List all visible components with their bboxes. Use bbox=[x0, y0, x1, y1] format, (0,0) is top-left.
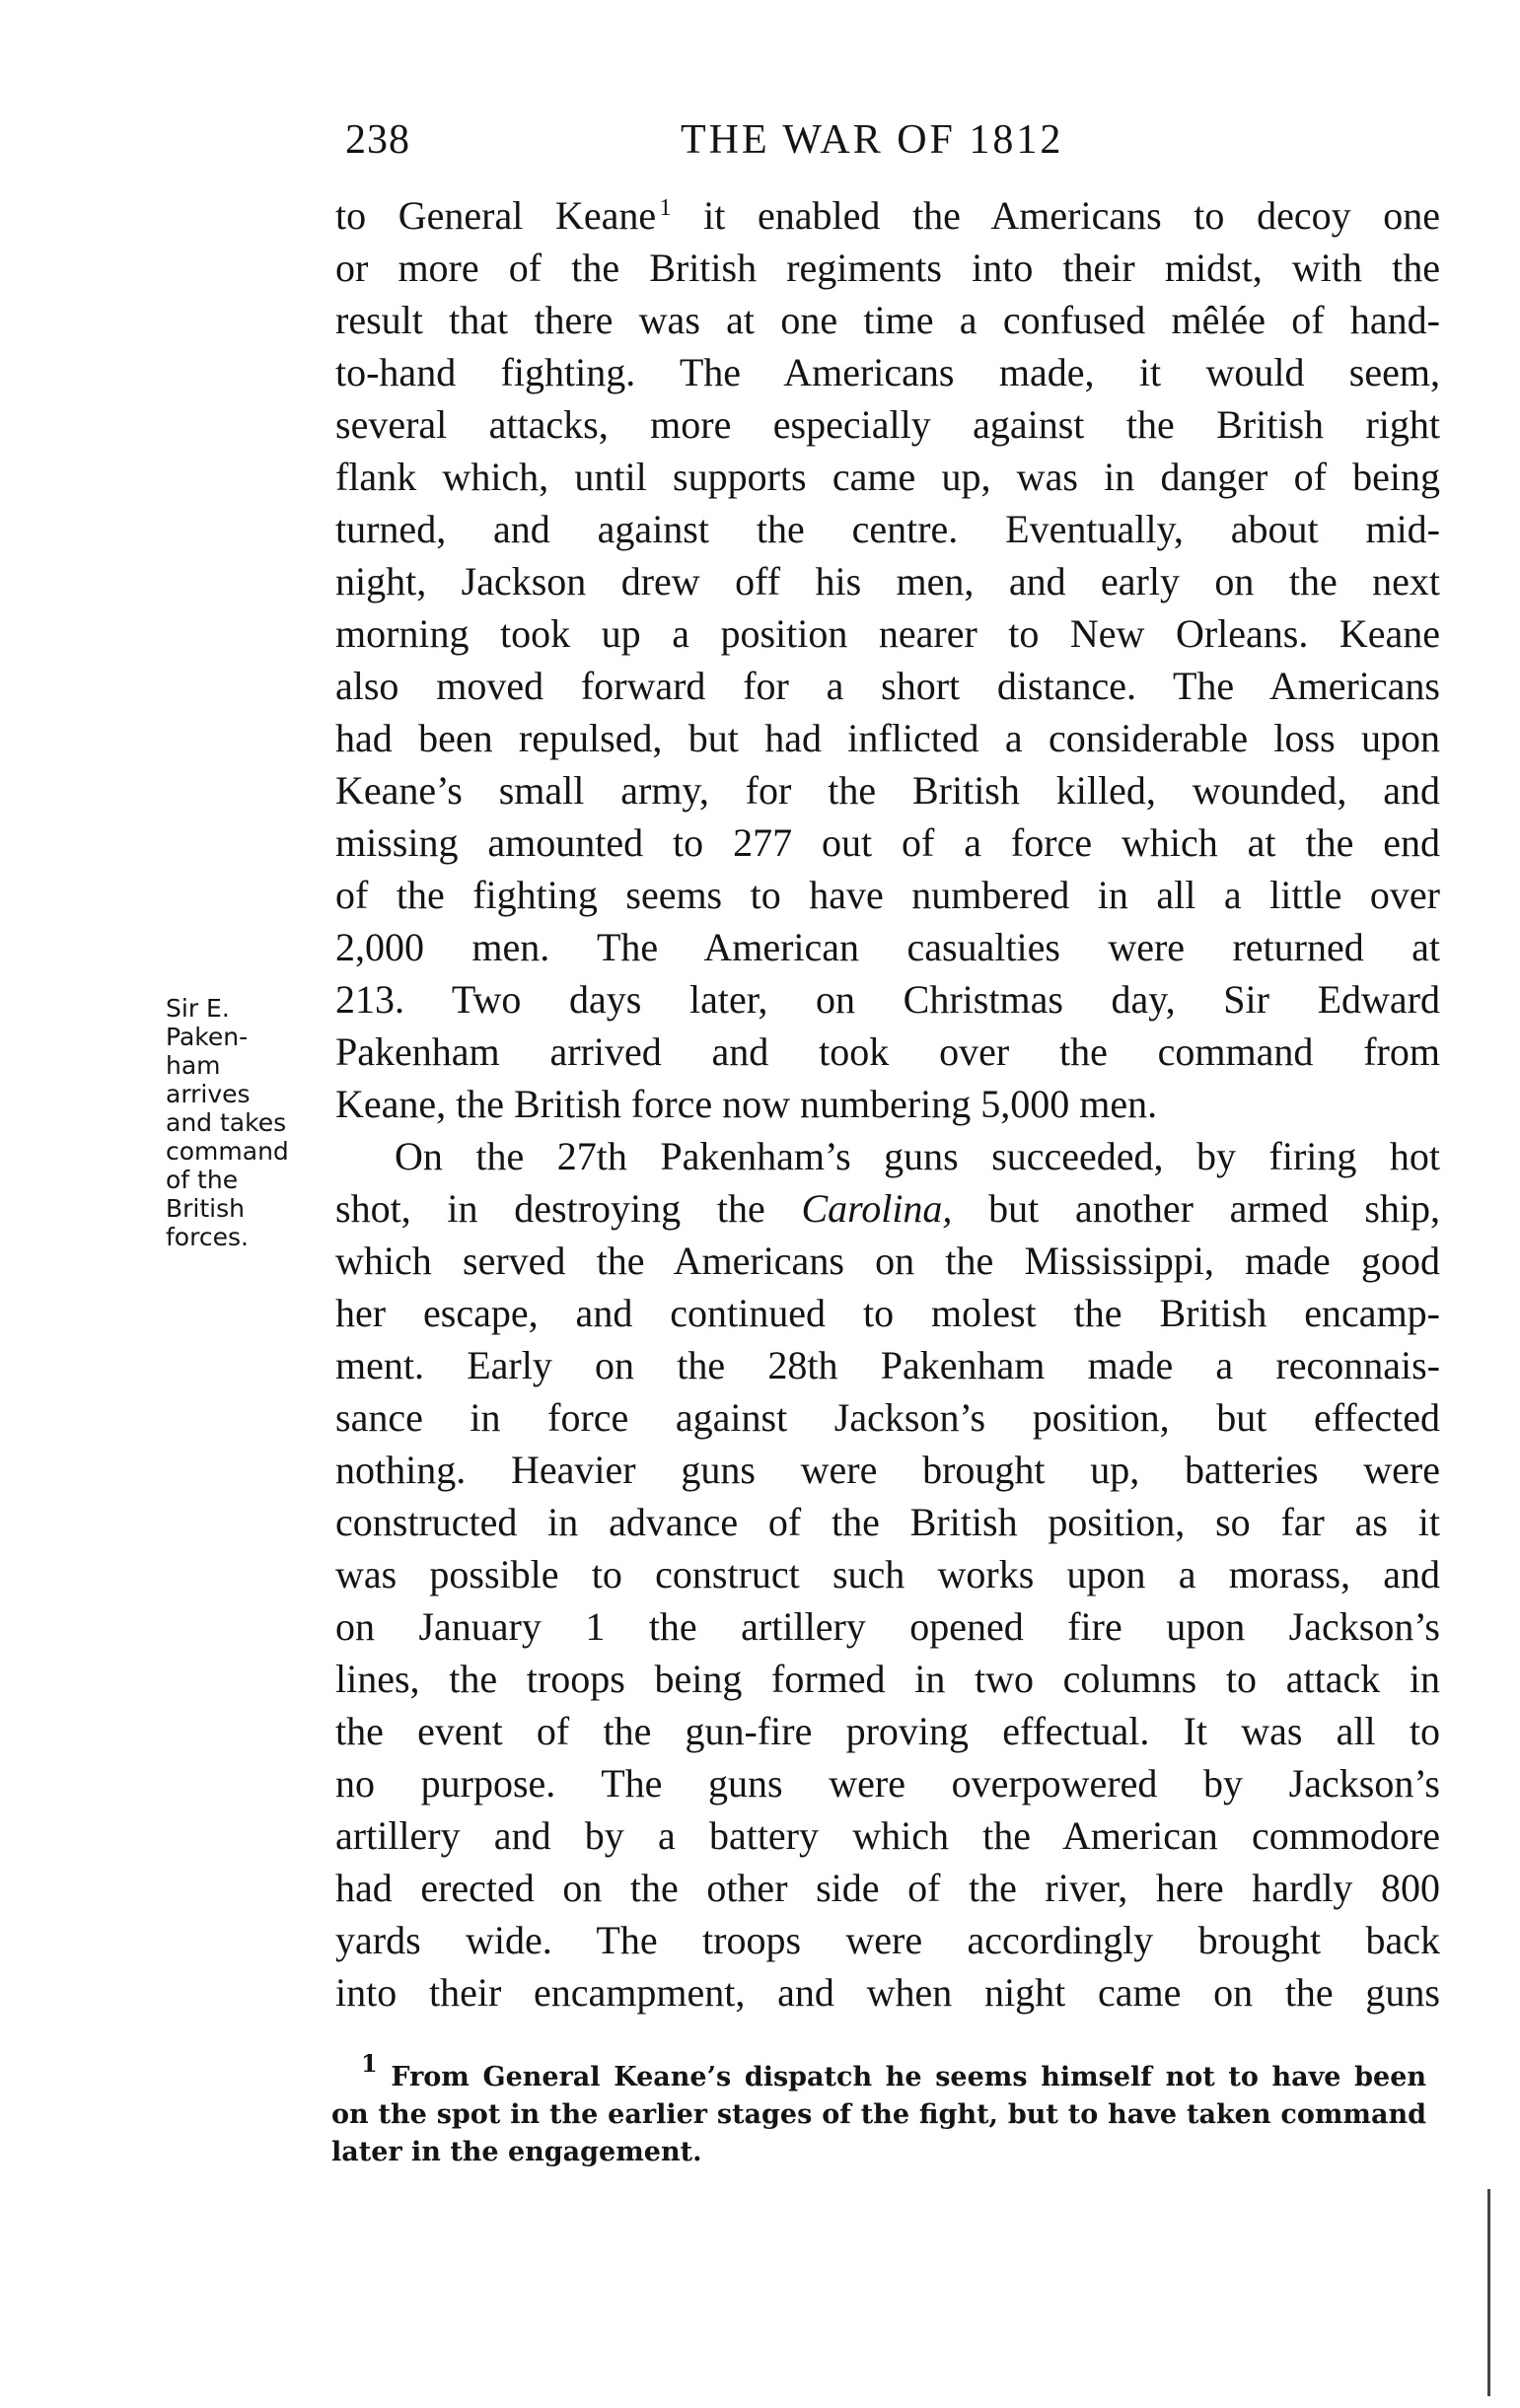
text-line: no purpose. The guns were overpowered by Jackson’s bbox=[335, 1761, 1440, 1806]
page-number: 238 bbox=[345, 117, 410, 163]
footnote-line: on the spot in the earlier stages of the fight, but to have taken command bbox=[331, 2099, 1426, 2130]
text-line: on January 1 the artillery opened fire upon Jackson’s bbox=[335, 1604, 1440, 1649]
text-fragment: shot, in destroying the bbox=[335, 1186, 765, 1231]
text-line: result that there was at one time a confused mêlée of hand- bbox=[335, 298, 1440, 342]
book-title: THE WAR OF 1812 bbox=[681, 117, 1064, 163]
footnote-marker: 1 bbox=[361, 2049, 378, 2078]
text-line: had been repulsed, but had inflicted a considerable loss upon bbox=[335, 716, 1440, 760]
margin-note-line: Paken- bbox=[166, 1023, 249, 1051]
margin-note-line: forces. bbox=[166, 1223, 249, 1251]
text-line: was possible to construct such works upon a morass, and bbox=[335, 1552, 1440, 1596]
footnote-line bbox=[331, 2049, 1427, 2096]
margin-note bbox=[166, 994, 333, 1251]
margin-note-line: of the bbox=[166, 1166, 239, 1194]
text-line: several attacks, more especially against the British right bbox=[335, 402, 1440, 447]
running-head bbox=[345, 116, 1420, 176]
margin-note-line: arrives bbox=[166, 1080, 251, 1108]
page-edge-mark bbox=[1487, 2189, 1490, 2396]
text-line: sance in force against Jackson’s position, but effected bbox=[335, 1395, 1440, 1440]
text-line: which served the Americans on the Mississippi, made good bbox=[335, 1239, 1440, 1283]
margin-note-line: Sir E. bbox=[166, 994, 230, 1023]
text-line: to-hand fighting. The Americans made, it would seem, bbox=[335, 350, 1440, 394]
text-line: Keane’s small army, for the British killed, wounded, and bbox=[335, 768, 1440, 813]
text-line: nothing. Heavier guns were brought up, batteries were bbox=[335, 1448, 1440, 1492]
text-line: lines, the troops being formed in two columns to attack in bbox=[335, 1657, 1440, 1701]
text-line: constructed in advance of the British position, so far as it bbox=[335, 1500, 1440, 1544]
ship-name: Carolina, bbox=[801, 1186, 953, 1231]
text-fragment: it enabled the Americans to decoy one bbox=[703, 193, 1440, 238]
text-line: her escape, and continued to molest the British encamp- bbox=[335, 1291, 1440, 1335]
text-fragment: but another armed ship, bbox=[988, 1186, 1441, 1231]
text-line: 2,000 men. The American casualties were returned at bbox=[335, 925, 1440, 969]
text-line: turned, and against the centre. Eventually, about mid- bbox=[335, 507, 1440, 551]
margin-note-line: British bbox=[166, 1194, 245, 1223]
text-line: or more of the British regiments into their midst, with the bbox=[335, 246, 1440, 290]
text-line: also moved forward for a short distance. The Americans bbox=[335, 664, 1440, 708]
text-line bbox=[335, 1182, 1440, 1235]
text-line: morning took up a position nearer to New Orleans. Keane bbox=[335, 611, 1440, 656]
footnote-text: From General Keane’s dispatch he seems himself not to have been bbox=[391, 2062, 1427, 2092]
text-line: the event of the gun-fire proving effectual. It was all to bbox=[335, 1709, 1440, 1753]
text-line: missing amounted to 277 out of a force which at the end bbox=[335, 820, 1440, 865]
text-line: artillery and by a battery which the American commodore bbox=[335, 1813, 1440, 1858]
text-line: of the fighting seems to have numbered in all a little over bbox=[335, 873, 1440, 917]
footnote-line: later in the engagement. bbox=[331, 2137, 702, 2167]
text-line: night, Jackson drew off his men, and early on the next bbox=[335, 559, 1440, 603]
body-text bbox=[335, 189, 1440, 2018]
text-line: yards wide. The troops were accordingly brought back bbox=[335, 1918, 1440, 1962]
text-line: ment. Early on the 28th Pakenham made a reconnais- bbox=[335, 1343, 1440, 1387]
text-line: Pakenham arrived and took over the command from bbox=[335, 1029, 1440, 1074]
margin-note-line: and takes bbox=[166, 1108, 287, 1137]
footnote bbox=[331, 2049, 1427, 2171]
text-line: Keane, the British force now numbering 5,000 men. bbox=[335, 1082, 1158, 1126]
margin-note-line: ham bbox=[166, 1051, 221, 1080]
text-line: flank which, until supports came up, was in danger of being bbox=[335, 455, 1440, 499]
text-line: into their encampment, and when night came on the guns bbox=[335, 1970, 1440, 2015]
text-fragment: to General Keane bbox=[335, 193, 657, 238]
text-line: On the 27th Pakenham’s guns succeeded, by firing hot bbox=[395, 1134, 1440, 1178]
text-line: had erected on the other side of the river, here hardly 800 bbox=[335, 1866, 1440, 1910]
footnote-reference: 1 bbox=[659, 195, 672, 221]
text-line bbox=[335, 189, 1440, 242]
margin-note-line: command bbox=[166, 1137, 289, 1166]
text-line: 213. Two days later, on Christmas day, Sir Edward bbox=[335, 977, 1440, 1022]
